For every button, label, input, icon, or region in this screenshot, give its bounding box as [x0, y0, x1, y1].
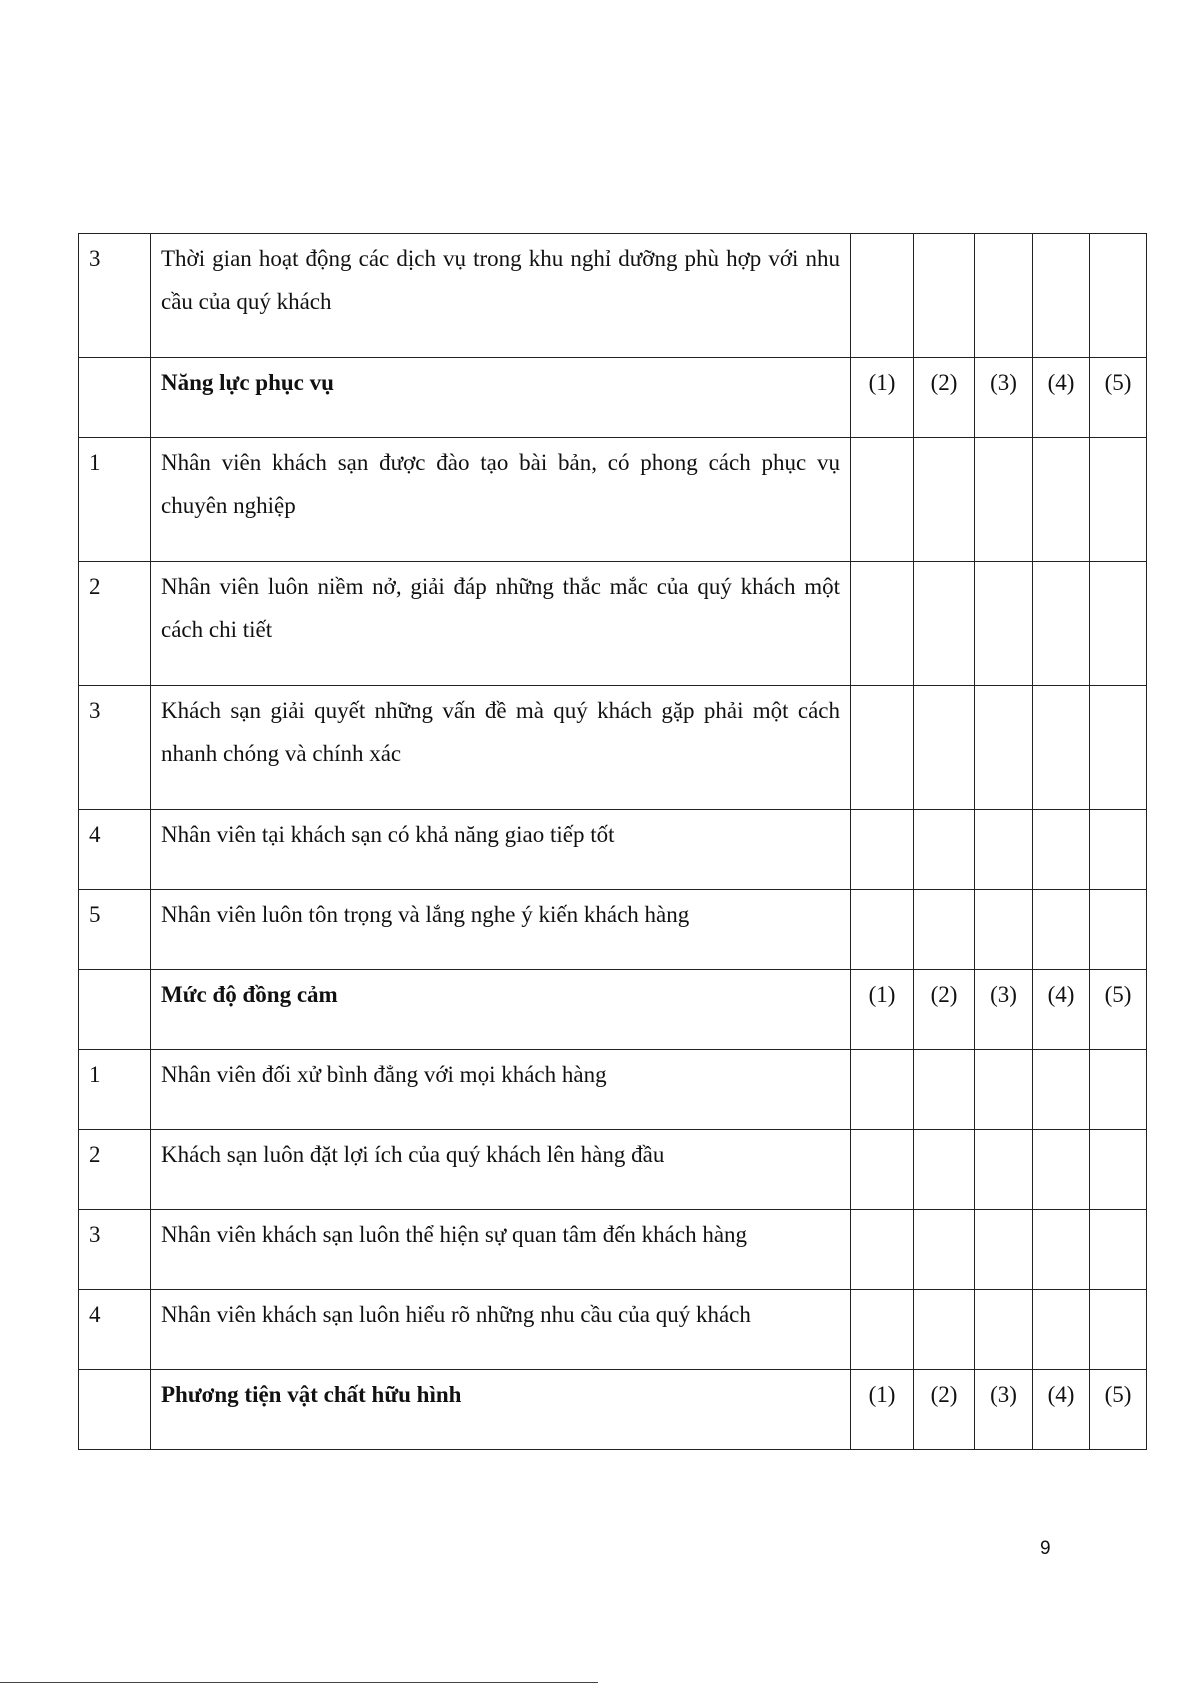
rating-cell-3: [975, 1370, 1033, 1450]
rating-cell-5[interactable]: [1090, 890, 1147, 970]
statement: Khách sạn giải quyết những vấn đề mà quý khách gặp phải một cách nhanh chóng và chính xác: [161, 698, 840, 766]
table-row: [79, 1290, 1147, 1370]
row-number: [79, 686, 151, 810]
rating-scale-label: (5): [1104, 1382, 1132, 1407]
section-header-row: [79, 970, 1147, 1050]
section-title-text: Mức độ đồng cảm: [161, 982, 338, 1007]
rating-cell-1: [851, 970, 914, 1050]
rating-scale-label: (4): [1047, 1382, 1075, 1407]
rating-cell-4[interactable]: [1033, 1130, 1090, 1210]
statement-text: [151, 1210, 851, 1290]
statement: Nhân viên khách sạn luôn thể hiện sự quan tâm đến khách hàng: [161, 1222, 748, 1247]
row-number-text: [89, 970, 140, 973]
rating-cell-2[interactable]: [914, 810, 975, 890]
rating-cell-4[interactable]: [1033, 810, 1090, 890]
rating-cell-4: [1033, 970, 1090, 1050]
row-number-text: [89, 358, 140, 361]
rating-scale-label: (3): [990, 370, 1017, 395]
row-number-text: 1: [89, 1062, 101, 1087]
rating-cell-1[interactable]: [851, 890, 914, 970]
rating-cell-3: [975, 970, 1033, 1050]
row-number-text: [89, 1370, 140, 1373]
rating-cell-4[interactable]: [1033, 562, 1090, 686]
statement-text: [151, 686, 851, 810]
rating-scale-label: (1): [868, 1382, 896, 1407]
rating-cell-1[interactable]: [851, 686, 914, 810]
rating-cell-5[interactable]: [1090, 1050, 1147, 1130]
rating-cell-5[interactable]: [1090, 1130, 1147, 1210]
rating-cell-4[interactable]: [1033, 1290, 1090, 1370]
rating-cell-2: [914, 358, 975, 438]
section-header-row: [79, 1370, 1147, 1450]
page-number: 9: [1040, 1538, 1051, 1559]
rating-cell-5: [1090, 358, 1147, 438]
rating-cell-3[interactable]: [975, 686, 1033, 810]
row-number: [79, 358, 151, 438]
rating-cell-2[interactable]: [914, 686, 975, 810]
statement: Nhân viên khách sạn được đào tạo bài bản, có phong cách phục vụ chuyên nghiệp: [161, 450, 840, 518]
row-number-text: 2: [89, 574, 101, 599]
section-title-text: Phương tiện vật chất hữu hình: [161, 1382, 462, 1407]
rating-cell-4[interactable]: [1033, 1050, 1090, 1130]
rating-cell-2[interactable]: [914, 1290, 975, 1370]
rating-scale-label: (5): [1104, 982, 1132, 1007]
statement: Nhân viên luôn niềm nở, giải đáp những thắc mắc của quý khách một cách chi tiết: [161, 574, 840, 642]
rating-cell-1[interactable]: [851, 810, 914, 890]
rating-scale-label: (2): [930, 370, 958, 395]
row-number: [79, 1130, 151, 1210]
rating-cell-1[interactable]: [851, 1130, 914, 1210]
rating-scale-label: (1): [868, 370, 896, 395]
rating-cell-4[interactable]: [1033, 1210, 1090, 1290]
rating-cell-4[interactable]: [1033, 686, 1090, 810]
table-row: [79, 1210, 1147, 1290]
rating-cell-2[interactable]: [914, 562, 975, 686]
section-title-text: Năng lực phục vụ: [161, 370, 334, 395]
section-title: [151, 358, 851, 438]
row-number-text: 3: [89, 246, 101, 271]
row-number-text: 1: [89, 450, 101, 475]
rating-cell-2[interactable]: [914, 1130, 975, 1210]
rating-scale-label: (2): [930, 982, 958, 1007]
section-title: [151, 1370, 851, 1450]
rating-cell-2: [914, 1370, 975, 1450]
row-number: [79, 562, 151, 686]
rating-cell-5[interactable]: [1090, 1210, 1147, 1290]
rating-cell-1[interactable]: [851, 1290, 914, 1370]
row-number-text: 4: [89, 822, 101, 847]
rating-cell-1[interactable]: [851, 562, 914, 686]
rating-cell-3[interactable]: [975, 562, 1033, 686]
rating-cell-2[interactable]: [914, 1210, 975, 1290]
row-number-text: 3: [89, 1222, 101, 1247]
rating-cell-2[interactable]: [914, 234, 975, 358]
statement-text: [151, 890, 851, 970]
rating-cell-3[interactable]: [975, 810, 1033, 890]
statement-text: [151, 562, 851, 686]
row-number: [79, 1050, 151, 1130]
statement: Nhân viên luôn tôn trọng và lắng nghe ý kiến khách hàng: [161, 902, 690, 927]
statement-text: [151, 438, 851, 562]
rating-cell-5: [1090, 970, 1147, 1050]
table-row: [79, 1130, 1147, 1210]
rating-cell-2[interactable]: [914, 438, 975, 562]
table-row: [79, 890, 1147, 970]
statement: Khách sạn luôn đặt lợi ích của quý khách lên hàng đầu: [161, 1142, 665, 1167]
statement: Nhân viên đối xử bình đẳng với mọi khách hàng: [161, 1062, 607, 1087]
table-row: [79, 234, 1147, 358]
rating-cell-4[interactable]: [1033, 234, 1090, 358]
rating-cell-5[interactable]: [1090, 438, 1147, 562]
rating-scale-label: (3): [990, 982, 1017, 1007]
survey-table: [78, 233, 1147, 1450]
rating-cell-5: [1090, 1370, 1147, 1450]
rating-cell-2: [914, 970, 975, 1050]
rating-cell-5[interactable]: [1090, 234, 1147, 358]
rating-scale-label: (2): [930, 1382, 958, 1407]
rating-cell-3[interactable]: [975, 890, 1033, 970]
row-number: [79, 1290, 151, 1370]
row-number-text: 5: [89, 902, 101, 927]
section-title: [151, 970, 851, 1050]
rating-cell-1[interactable]: [851, 438, 914, 562]
rating-cell-4[interactable]: [1033, 890, 1090, 970]
table-row: [79, 810, 1147, 890]
rating-scale-label: (4): [1047, 982, 1075, 1007]
row-number: [79, 438, 151, 562]
rating-cell-3[interactable]: [975, 1130, 1033, 1210]
statement-text: [151, 810, 851, 890]
rating-cell-5[interactable]: [1090, 686, 1147, 810]
rating-scale-label: (5): [1104, 370, 1132, 395]
rating-scale-label: (1): [868, 982, 896, 1007]
table-row: [79, 1050, 1147, 1130]
footer-divider: [0, 1682, 598, 1683]
row-number: [79, 970, 151, 1050]
table-row: [79, 562, 1147, 686]
row-number-text: 4: [89, 1302, 101, 1327]
row-number: [79, 890, 151, 970]
rating-cell-2[interactable]: [914, 1050, 975, 1130]
rating-cell-3[interactable]: [975, 1210, 1033, 1290]
statement: Thời gian hoạt động các dịch vụ trong khu nghỉ dưỡng phù hợp với nhu cầu của quý khách: [161, 246, 840, 314]
rating-scale-label: (4): [1047, 370, 1075, 395]
row-number: [79, 810, 151, 890]
row-number-text: 3: [89, 698, 101, 723]
statement: Nhân viên tại khách sạn có khả năng giao tiếp tốt: [161, 822, 615, 847]
row-number: [79, 1210, 151, 1290]
statement-text: [151, 234, 851, 358]
rating-cell-3[interactable]: [975, 234, 1033, 358]
rating-cell-5[interactable]: [1090, 1290, 1147, 1370]
rating-cell-4: [1033, 1370, 1090, 1450]
rating-cell-5[interactable]: [1090, 810, 1147, 890]
rating-cell-4: [1033, 358, 1090, 438]
rating-cell-1[interactable]: [851, 234, 914, 358]
statement: Nhân viên khách sạn luôn hiểu rõ những nhu cầu của quý khách: [161, 1302, 751, 1327]
row-number: [79, 234, 151, 358]
statement-text: [151, 1050, 851, 1130]
rating-cell-2[interactable]: [914, 890, 975, 970]
row-number-text: 2: [89, 1142, 101, 1167]
section-header-row: [79, 358, 1147, 438]
statement-text: [151, 1130, 851, 1210]
rating-cell-3: [975, 358, 1033, 438]
rating-scale-label: (3): [990, 1382, 1017, 1407]
table-row: [79, 438, 1147, 562]
table-row: [79, 686, 1147, 810]
rating-cell-1: [851, 1370, 914, 1450]
rating-cell-1[interactable]: [851, 1210, 914, 1290]
rating-cell-3[interactable]: [975, 1050, 1033, 1130]
row-number: [79, 1370, 151, 1450]
rating-cell-4[interactable]: [1033, 438, 1090, 562]
rating-cell-1[interactable]: [851, 1050, 914, 1130]
rating-cell-3[interactable]: [975, 1290, 1033, 1370]
rating-cell-3[interactable]: [975, 438, 1033, 562]
rating-cell-1: [851, 358, 914, 438]
rating-cell-5[interactable]: [1090, 562, 1147, 686]
statement-text: [151, 1290, 851, 1370]
